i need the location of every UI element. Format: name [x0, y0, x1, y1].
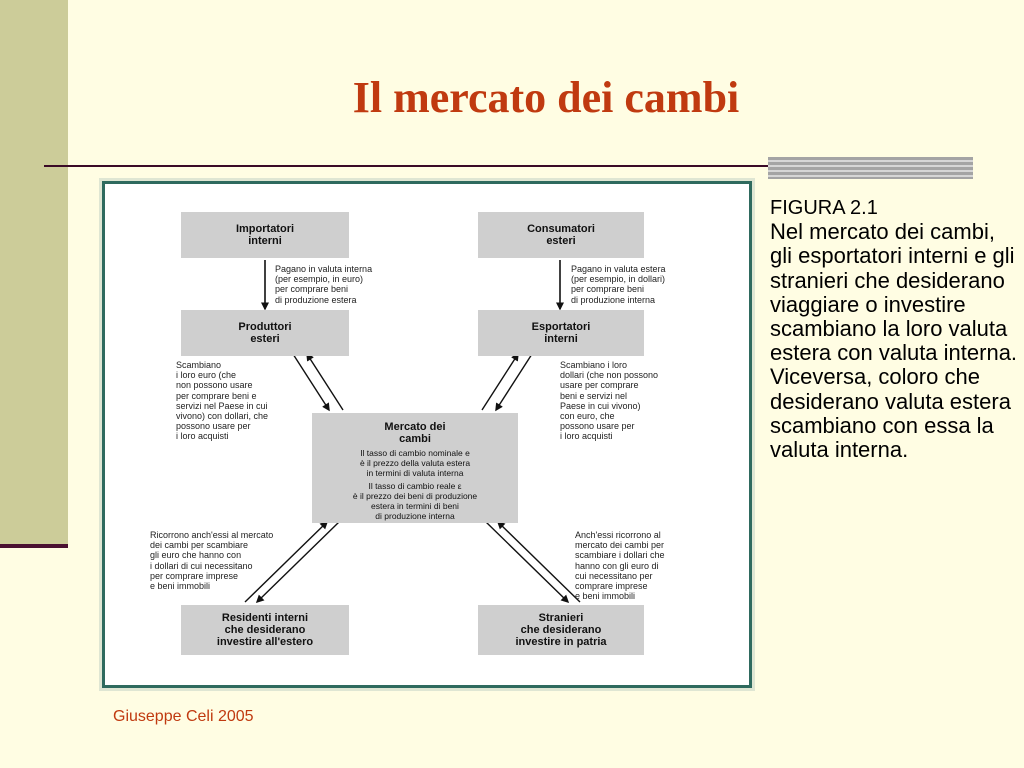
caption-text: Nel mercato dei cambi, gli esportatori interni e gli stranieri che desiderano viaggiare o investire scambiano la loro valuta estera con valuta interna. Viceversa, coloro che desiderano valuta estera scambiano con essa la valuta interna.: [770, 219, 1018, 463]
box-stranieri: Stranieri che desiderano investire in patria: [478, 605, 644, 655]
arrow-mercato-esportatori: [482, 354, 518, 410]
caption-label: FIGURA 2.1: [770, 197, 878, 219]
arrow-stranieri-mercato: [498, 522, 580, 602]
figure-frame: [102, 181, 752, 688]
note-mid-right: Scambiano i loro dollari (che non possono usare per comprare beni e servizi nel Paese in cui vivono) con euro, che possono usare per i loro acquisti: [560, 360, 659, 442]
arrow-esportatori-mercato: [496, 354, 532, 410]
box-mercato-dei-cambi: [312, 413, 518, 523]
box-importatori-interni: Importatori interni: [181, 212, 349, 258]
arrow-mercato-stranieri: [486, 522, 568, 602]
center-title: Mercato dei cambi: [384, 421, 446, 445]
figure-caption: [770, 196, 1020, 462]
center-real-rate: Il tasso di cambio reale ε è il prezzo dei beni di produzione estera in termini di beni di produzione interna: [352, 481, 478, 521]
left-decor-band: [0, 0, 68, 545]
slide-title: Il mercato dei cambi: [352, 73, 740, 122]
arrow-mercato-produttori: [307, 354, 343, 410]
title-rule-accent: [768, 157, 973, 179]
note-bottom-left: Ricorrono anch'essi al mercato dei cambi per scambiare gli euro che hanno con i dollari di cui necessitano per comprare imprese e beni immobili: [150, 530, 274, 592]
note-mid-left: Scambiano i loro euro (che non possono usare per comprare beni e servizi nel Paese in cui vivono) con dollari, che possono usare per i loro acquisti: [176, 360, 269, 442]
box-consumatori-esteri: Consumatori esteri: [478, 212, 644, 258]
note-top-right: Pagano in valuta estera (per esempio, in dollari) per comprare beni di produzione interna: [571, 264, 666, 305]
note-top-left: Pagano in valuta interna (per esempio, in euro) per comprare beni di produzione estera: [275, 264, 373, 305]
box-residenti-interni: Residenti interni che desiderano investire all'estero: [181, 605, 349, 655]
left-decor-line: [0, 544, 68, 548]
arrow-produttori-mercato: [293, 354, 329, 410]
note-bottom-right: Anch'essi ricorrono al mercato dei cambi per scambiare i dollari che hanno con gli euro di cui necessitano per comprare imprese e beni immobili: [575, 530, 665, 602]
center-nominal-rate: Il tasso di cambio nominale e è il prezzo della valuta estera in termini di valuta interna: [359, 448, 471, 478]
footer-author: Giuseppe Celi 2005: [113, 708, 254, 725]
box-produttori-esteri: Produttori esteri: [181, 310, 349, 356]
box-esportatori-interni: Esportatori interni: [478, 310, 644, 356]
